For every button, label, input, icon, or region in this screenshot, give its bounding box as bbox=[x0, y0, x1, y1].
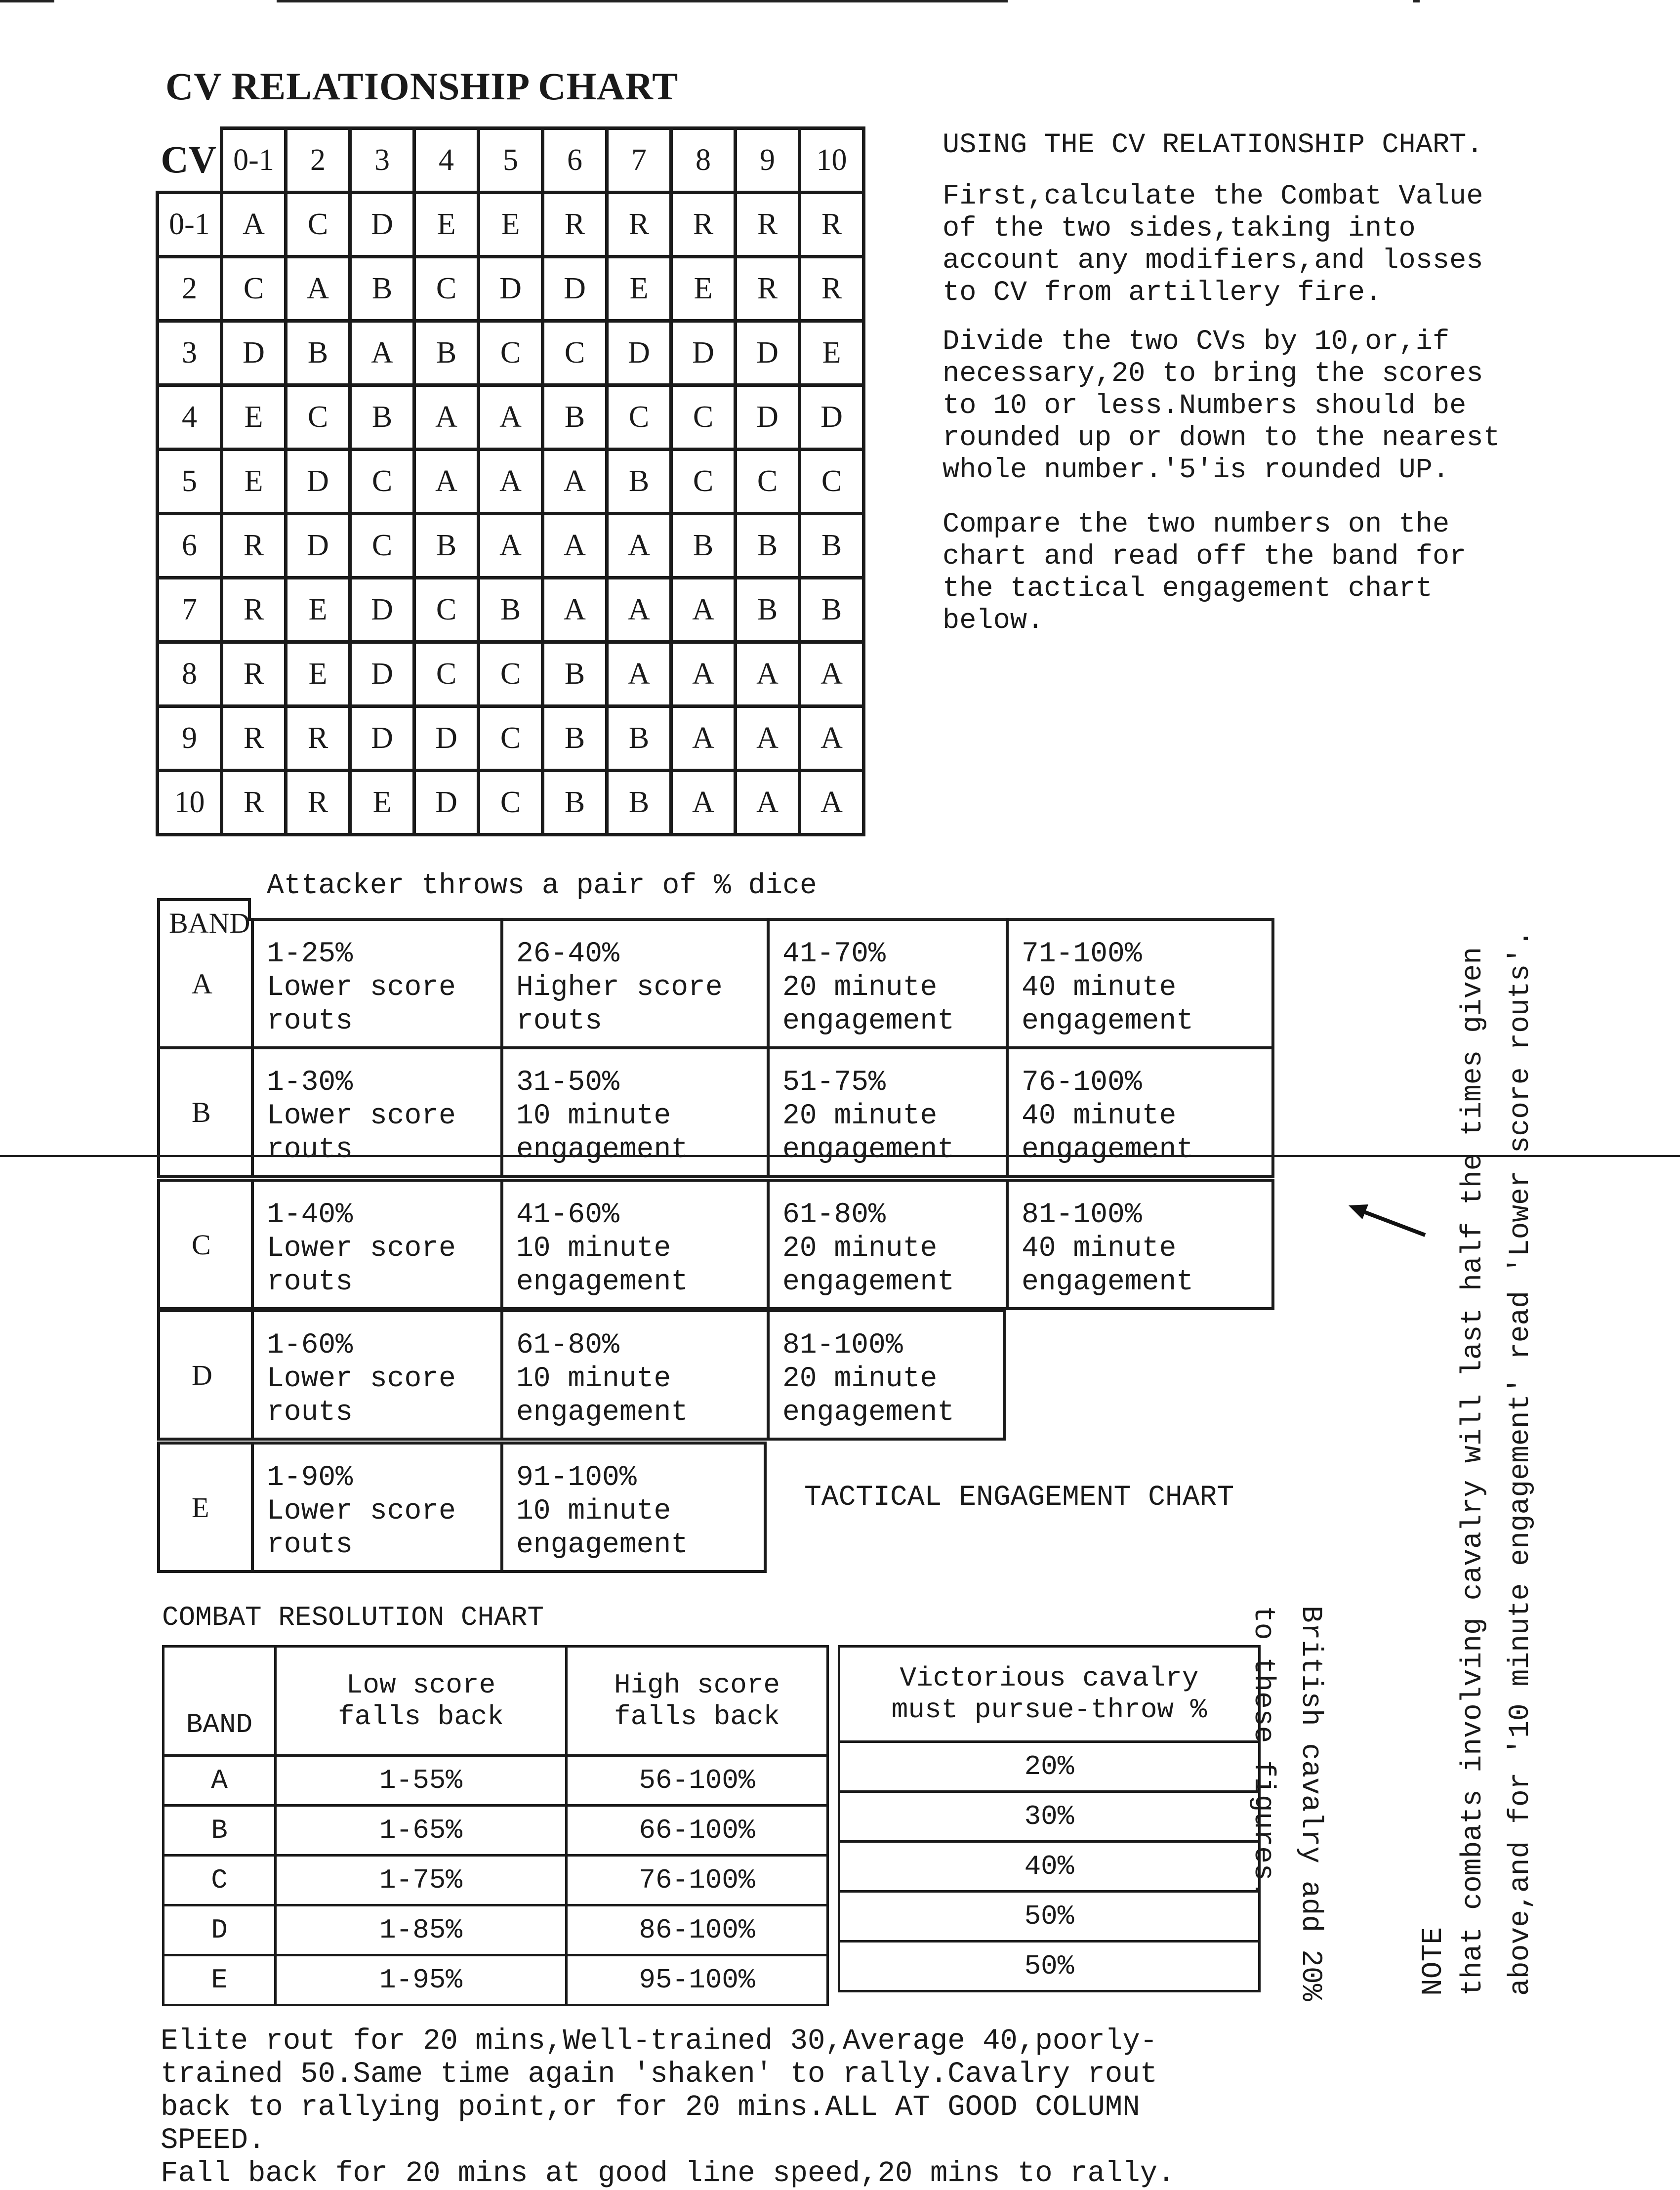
tactical-cell: 1-90% Lower score routs bbox=[267, 1462, 456, 1561]
combat-cell-high: 56-100% bbox=[567, 1756, 828, 1806]
combat-column-header: BAND bbox=[164, 1647, 276, 1756]
cv-cell: A bbox=[222, 193, 286, 257]
cv-cell: B bbox=[800, 514, 864, 578]
cv-cell: A bbox=[543, 450, 607, 514]
cv-cell: B bbox=[671, 514, 736, 578]
cv-cell: E bbox=[414, 193, 479, 257]
cv-cell: E bbox=[607, 257, 671, 321]
cv-cell: C bbox=[671, 450, 736, 514]
cv-cell: B bbox=[607, 450, 671, 514]
cv-row bbox=[158, 771, 864, 835]
combat-cell-band: B bbox=[164, 1806, 276, 1856]
combat-cell-low: 1-85% bbox=[276, 1905, 567, 1955]
tactical-cell: 76-100% 40 minute engagement bbox=[1022, 1067, 1194, 1166]
cv-cell: C bbox=[222, 257, 286, 321]
cv-row-header: 9 bbox=[158, 706, 222, 771]
tactical-cell: 81-100% 40 minute engagement bbox=[1022, 1199, 1194, 1298]
cv-cell: C bbox=[479, 642, 543, 706]
cv-cell: A bbox=[607, 578, 671, 642]
cv-column-header: 9 bbox=[736, 128, 800, 193]
cv-cell: A bbox=[479, 450, 543, 514]
tactical-divider bbox=[767, 1046, 770, 1178]
tactical-cell: 91-100% 10 minute engagement bbox=[516, 1462, 689, 1561]
cv-cell: A bbox=[800, 706, 864, 771]
cv-cell: R bbox=[736, 193, 800, 257]
cv-cell: A bbox=[414, 385, 479, 450]
cv-column-header: 6 bbox=[543, 128, 607, 193]
cv-cell: D bbox=[671, 321, 736, 385]
cavalry-half-time-note: that combats involving cavalry will last half the times given above,and for '10 minute engagement' read 'Lower score routs'. bbox=[1457, 930, 1537, 1996]
cv-row-header: 6 bbox=[158, 514, 222, 578]
cv-cell: B bbox=[543, 385, 607, 450]
cv-cell: B bbox=[414, 321, 479, 385]
cv-cell: R bbox=[736, 257, 800, 321]
cv-cell: R bbox=[222, 642, 286, 706]
combat-cell-low: 1-55% bbox=[276, 1756, 567, 1806]
tactical-cell: 1-25% Lower score routs bbox=[267, 938, 456, 1037]
combat-cell-pursue: 50% bbox=[839, 1892, 1260, 1942]
tactical-cell: 51-75% 20 minute engagement bbox=[782, 1067, 955, 1166]
cv-cell: B bbox=[736, 514, 800, 578]
instructions-step-3: Compare the two numbers on the chart and read off the band for the tactical engagement chart below. bbox=[942, 509, 1467, 637]
tactical-divider bbox=[1006, 1046, 1009, 1178]
cv-cell: C bbox=[414, 642, 479, 706]
cv-cell: D bbox=[350, 642, 414, 706]
cv-cell: R bbox=[671, 193, 736, 257]
cv-cell: A bbox=[800, 642, 864, 706]
cv-corner-label: CV bbox=[158, 128, 222, 193]
cv-cell: A bbox=[671, 642, 736, 706]
cv-cell: R bbox=[286, 706, 350, 771]
tactical-divider bbox=[251, 1442, 254, 1573]
combat-column-header: High score falls back bbox=[567, 1647, 828, 1756]
tactical-divider bbox=[251, 1179, 254, 1310]
cv-cell: R bbox=[222, 771, 286, 835]
cv-row-header: 8 bbox=[158, 642, 222, 706]
cv-row bbox=[158, 257, 864, 321]
cv-cell: B bbox=[607, 771, 671, 835]
cv-cell: D bbox=[350, 706, 414, 771]
instructions-step-1: First,calculate the Combat Value of the two sides,taking into account any modifiers,and losses to CV from artillery fire. bbox=[942, 181, 1483, 309]
arrow-icon bbox=[1344, 1196, 1433, 1245]
combat-cell-high: 66-100% bbox=[567, 1806, 828, 1856]
cv-cell: B bbox=[350, 385, 414, 450]
pursuit-row bbox=[839, 1942, 1260, 1991]
tactical-divider bbox=[500, 918, 503, 1049]
cv-cell: A bbox=[607, 514, 671, 578]
combat-header-row bbox=[164, 1647, 828, 1756]
combat-resolution-title: COMBAT RESOLUTION CHART bbox=[162, 1602, 544, 1633]
cv-row-header: 7 bbox=[158, 578, 222, 642]
cv-cell: C bbox=[286, 385, 350, 450]
cv-cell: R bbox=[607, 193, 671, 257]
tactical-cell: 81-100% 20 minute engagement bbox=[782, 1329, 955, 1429]
cv-cell: D bbox=[286, 514, 350, 578]
pursuit-row bbox=[839, 1892, 1260, 1942]
scan-top-line bbox=[277, 0, 1008, 2]
combat-row bbox=[164, 1955, 828, 2005]
cv-cell: D bbox=[414, 771, 479, 835]
tactical-divider bbox=[500, 1179, 503, 1310]
dice-caption: Attacker throws a pair of % dice bbox=[267, 870, 817, 902]
tactical-divider bbox=[767, 1309, 770, 1441]
combat-cell-low: 1-95% bbox=[276, 1955, 567, 2005]
combat-row bbox=[164, 1756, 828, 1806]
cv-chart-title: CV RELATIONSHIP CHART bbox=[165, 65, 679, 108]
cv-row-header: 2 bbox=[158, 257, 222, 321]
tactical-divider bbox=[251, 1046, 254, 1178]
cv-cell: E bbox=[350, 771, 414, 835]
cv-column-header: 3 bbox=[350, 128, 414, 193]
cv-cell: B bbox=[543, 642, 607, 706]
cv-cell: A bbox=[414, 450, 479, 514]
tactical-divider bbox=[500, 1442, 503, 1573]
tactical-cell: 41-70% 20 minute engagement bbox=[782, 938, 955, 1037]
cv-column-header: 7 bbox=[607, 128, 671, 193]
cv-cell: C bbox=[414, 257, 479, 321]
cv-cell: R bbox=[222, 514, 286, 578]
cv-cell: E bbox=[671, 257, 736, 321]
cv-cell: C bbox=[350, 450, 414, 514]
rout-rules-text: Elite rout for 20 mins,Well-trained 30,Average 40,poorly- trained 50.Same time again 'shaken' to rally.Cavalry rout back to rallying point,or for 20 mins.ALL AT GOOD COLUMN SPEED. bbox=[161, 2025, 1158, 2157]
cv-column-header: 10 bbox=[800, 128, 864, 193]
cv-cell: B bbox=[543, 706, 607, 771]
pursuit-row bbox=[839, 1742, 1260, 1792]
cv-cell: D bbox=[286, 450, 350, 514]
cv-column-header: 2 bbox=[286, 128, 350, 193]
cv-cell: B bbox=[350, 257, 414, 321]
tactical-band-label: E bbox=[192, 1491, 209, 1524]
combat-cell-high: 95-100% bbox=[567, 1955, 828, 2005]
cv-cell: A bbox=[479, 514, 543, 578]
cv-cell: D bbox=[607, 321, 671, 385]
cv-cell: R bbox=[222, 706, 286, 771]
cv-cell: A bbox=[736, 706, 800, 771]
combat-cell-band: C bbox=[164, 1856, 276, 1905]
combat-cell-high: 86-100% bbox=[567, 1905, 828, 1955]
cv-cell: D bbox=[479, 257, 543, 321]
cv-cell: C bbox=[479, 771, 543, 835]
cv-column-header: 5 bbox=[479, 128, 543, 193]
fall-back-rules-text: Fall back for 20 mins at good line speed,20 mins to rally. bbox=[161, 2157, 1175, 2190]
cv-cell: C bbox=[671, 385, 736, 450]
tactical-chart-title: TACTICAL ENGAGEMENT CHART bbox=[804, 1482, 1234, 1514]
british-cavalry-note: British cavalry add 20% to these figures. bbox=[1247, 1606, 1326, 2001]
combat-column-header: Low score falls back bbox=[276, 1647, 567, 1756]
cv-cell: A bbox=[671, 578, 736, 642]
tactical-cell: 1-40% Lower score routs bbox=[267, 1199, 456, 1298]
cv-cell: R bbox=[222, 578, 286, 642]
cv-cell: B bbox=[607, 706, 671, 771]
tactical-top-border bbox=[251, 918, 1274, 921]
tactical-cell: 41-60% 10 minute engagement bbox=[516, 1199, 689, 1298]
cv-cell: B bbox=[736, 578, 800, 642]
combat-row bbox=[164, 1806, 828, 1856]
cv-cell: B bbox=[543, 771, 607, 835]
combat-cell-low: 1-75% bbox=[276, 1856, 567, 1905]
combat-cell-band: D bbox=[164, 1905, 276, 1955]
cv-cell: A bbox=[736, 642, 800, 706]
cv-cell: A bbox=[543, 514, 607, 578]
tactical-cell: 1-30% Lower score routs bbox=[267, 1067, 456, 1166]
cv-cell: C bbox=[479, 321, 543, 385]
cv-cell: D bbox=[800, 385, 864, 450]
tactical-cell: 1-60% Lower score routs bbox=[267, 1329, 456, 1429]
combat-cell-high: 76-100% bbox=[567, 1856, 828, 1905]
cv-cell: A bbox=[543, 578, 607, 642]
cv-row-header: 5 bbox=[158, 450, 222, 514]
cv-row bbox=[158, 642, 864, 706]
tactical-divider bbox=[767, 918, 770, 1049]
scan-top-line bbox=[1413, 0, 1420, 2]
cv-header-row bbox=[158, 128, 864, 193]
cv-cell: E bbox=[222, 385, 286, 450]
combat-resolution-main-table bbox=[162, 1645, 829, 2006]
tactical-cell: 26-40% Higher score routs bbox=[516, 938, 723, 1037]
combat-cell-pursue: 40% bbox=[839, 1842, 1260, 1892]
cv-cell: B bbox=[479, 578, 543, 642]
band-header: BAND bbox=[169, 907, 250, 939]
tactical-cell: 61-80% 20 minute engagement bbox=[782, 1199, 955, 1298]
tactical-divider bbox=[500, 1309, 503, 1441]
tactical-divider bbox=[500, 1046, 503, 1178]
tactical-band-label: B bbox=[192, 1096, 211, 1128]
combat-column-header: Victorious cavalry must pursue-throw % bbox=[839, 1647, 1260, 1742]
cv-cell: E bbox=[479, 193, 543, 257]
cv-cell: C bbox=[479, 706, 543, 771]
cv-cell: D bbox=[736, 385, 800, 450]
tactical-divider bbox=[251, 918, 254, 1049]
instructions-step-2: Divide the two CVs by 10,or,if necessary,20 to bring the scores to 10 or less.Numbers should be rounded up or down to the nearest whole number.'5'is rounded UP. bbox=[942, 326, 1500, 486]
tactical-divider bbox=[251, 1309, 254, 1441]
tactical-divider bbox=[767, 1179, 770, 1310]
cv-cell: E bbox=[800, 321, 864, 385]
cv-cell: E bbox=[286, 578, 350, 642]
cv-cell: C bbox=[414, 578, 479, 642]
combat-cell-band: E bbox=[164, 1955, 276, 2005]
cv-cell: A bbox=[800, 771, 864, 835]
tactical-band-label: D bbox=[192, 1359, 212, 1391]
cv-cell: A bbox=[671, 771, 736, 835]
tactical-band-label: A bbox=[192, 968, 212, 1000]
instructions-heading: USING THE CV RELATIONSHIP CHART. bbox=[942, 129, 1483, 161]
cv-row bbox=[158, 321, 864, 385]
cv-cell: A bbox=[350, 321, 414, 385]
cv-row bbox=[158, 706, 864, 771]
cv-cell: D bbox=[350, 193, 414, 257]
cv-cell: D bbox=[222, 321, 286, 385]
tactical-band-label: C bbox=[192, 1229, 211, 1261]
cv-cell: E bbox=[222, 450, 286, 514]
cv-cell: R bbox=[543, 193, 607, 257]
cv-row-header: 3 bbox=[158, 321, 222, 385]
cv-cell: B bbox=[286, 321, 350, 385]
tactical-cell: 31-50% 10 minute engagement bbox=[516, 1067, 689, 1166]
cv-cell: R bbox=[800, 257, 864, 321]
combat-cell-low: 1-65% bbox=[276, 1806, 567, 1856]
cv-column-header: 8 bbox=[671, 128, 736, 193]
tactical-divider bbox=[1006, 918, 1009, 1049]
cv-cell: A bbox=[286, 257, 350, 321]
combat-cell-pursue: 30% bbox=[839, 1792, 1260, 1842]
cv-row-header: 0-1 bbox=[158, 193, 222, 257]
cv-cell: R bbox=[286, 771, 350, 835]
scan-top-line bbox=[0, 0, 54, 2]
cv-column-header: 0-1 bbox=[222, 128, 286, 193]
cv-cell: R bbox=[800, 193, 864, 257]
cv-cell: A bbox=[479, 385, 543, 450]
combat-cell-pursue: 20% bbox=[839, 1742, 1260, 1792]
cv-cell: C bbox=[607, 385, 671, 450]
cv-column-header: 4 bbox=[414, 128, 479, 193]
cv-cell: E bbox=[286, 642, 350, 706]
cv-row bbox=[158, 578, 864, 642]
scan-fold-line bbox=[0, 1155, 1680, 1157]
pursuit-row bbox=[839, 1842, 1260, 1892]
cv-row bbox=[158, 385, 864, 450]
cv-cell: B bbox=[800, 578, 864, 642]
pursuit-row bbox=[839, 1792, 1260, 1842]
cv-cell: A bbox=[736, 771, 800, 835]
tactical-cell: 61-80% 10 minute engagement bbox=[516, 1329, 689, 1429]
cv-cell: A bbox=[671, 706, 736, 771]
note-label: NOTE bbox=[1418, 1927, 1450, 1996]
cv-cell: C bbox=[736, 450, 800, 514]
tactical-divider bbox=[1006, 1179, 1009, 1310]
combat-row bbox=[164, 1905, 828, 1955]
cv-cell: B bbox=[414, 514, 479, 578]
pursuit-header-row bbox=[839, 1647, 1260, 1742]
combat-row bbox=[164, 1856, 828, 1905]
combat-cell-pursue: 50% bbox=[839, 1942, 1260, 1991]
combat-cell-band: A bbox=[164, 1756, 276, 1806]
cv-cell: A bbox=[607, 642, 671, 706]
cv-cell: D bbox=[543, 257, 607, 321]
cv-relationship-chart bbox=[156, 126, 865, 836]
cavalry-pursuit-table bbox=[838, 1645, 1261, 1992]
cv-cell: C bbox=[350, 514, 414, 578]
cv-cell: D bbox=[350, 578, 414, 642]
cv-cell: D bbox=[736, 321, 800, 385]
cv-row bbox=[158, 193, 864, 257]
tactical-cell: 71-100% 40 minute engagement bbox=[1022, 938, 1194, 1037]
cv-row-header: 10 bbox=[158, 771, 222, 835]
cv-row-header: 4 bbox=[158, 385, 222, 450]
cv-cell: C bbox=[543, 321, 607, 385]
cv-cell: C bbox=[286, 193, 350, 257]
cv-row bbox=[158, 514, 864, 578]
cv-cell: C bbox=[800, 450, 864, 514]
cv-cell: D bbox=[414, 706, 479, 771]
cv-row bbox=[158, 450, 864, 514]
